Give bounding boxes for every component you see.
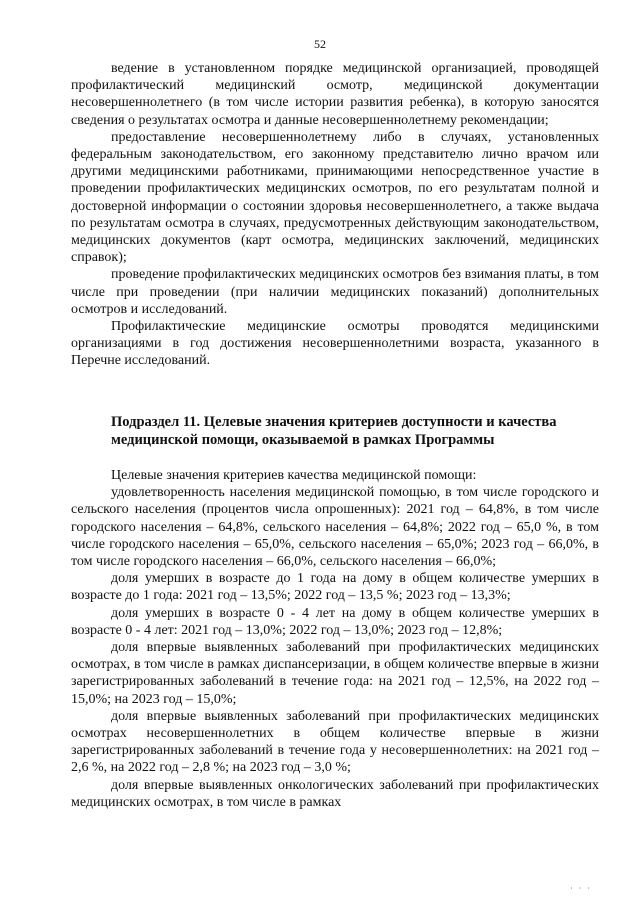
page-number: 52 (314, 37, 326, 51)
heading-line-2: медицинской помощи, оказываемой в рамках Программы (111, 432, 495, 448)
paragraph: доля впервые выявленных заболеваний при профилактических медицинских осмотрах, в том числе в рамках диспансеризации, в общем количестве впервые в жизни зарегистрированных заболеваний в течение года: на 2021 год – 12,5%, на 2022 год – 15,0%; на 2023 год – 15,0%; (71, 640, 599, 707)
paragraph: Целевые значения критериев качества медицинской помощи: (111, 468, 477, 483)
paragraph: доля впервые выявленных онкологических заболеваний при профилактических медицинских осмотрах, в том числе в рамках (71, 777, 599, 810)
paragraph: Профилактические медицинские осмотры проводятся медицинскими организациями в год достижения несовершеннолетними возраста, указанного в Перечне исследований. (71, 319, 599, 369)
paragraph: ведение в установленном порядке медицинской организацией, проводящей профилактический медицинский осмотр, медицинской документации несовершеннолетнего (в том числе истории развития ребенка), в которую заносятся сведения о результатах осмотра и данные несовершеннолетнему рекомендации; (71, 61, 599, 128)
scan-artifact-mark: · · · (570, 883, 592, 893)
paragraph: удовлетворенность населения медицинской помощью, в том числе городского и сельского населения (процентов числа опрошенных): 2021 год – 64,8%, в том числе городского населения – 64,8%, сельского населения – 64,8%; 2022 год – 65,0 %, в том числе городского населения – 65,0%, сельского населения – 65,0%; 2023 год – 66,0%, в том числе городского населения – 66,0%, сельского населения – 66,0%; (71, 485, 599, 570)
paragraph: предоставление несовершеннолетнему либо в случаях, установленных федеральным законодательством, его законному представителю лично врачом или другими медицинскими работниками, принимающими непосредственное участие в проведении профилактических медицинских осмотров, по его результатам полной и достоверной информации о состоянии здоровья несовершеннолетнего, а также выдача по результатам осмотра в случаях, предусмотренных действующим законодательством, медицинских документов (карт осмотра, медицинских заключений, медицинских справок); (71, 129, 599, 266)
paragraph: доля умерших в возрасте 0 - 4 лет на дому в общем количестве умерших в возрасте 0 - 4 лет: 2021 год – 13,0%; 2022 год – 13,0%; 2023 год – 12,8%; (71, 605, 599, 638)
section-text-top (71, 60, 599, 370)
section-text-bottom (71, 467, 599, 811)
heading-line-1: Подраздел 11. Целевые значения критериев доступности и качества (111, 414, 557, 430)
paragraph: доля впервые выявленных заболеваний при профилактических медицинских осмотрах несовершеннолетних в общем количестве впервые в жизни зарегистрированных заболеваний в течение года у несовершеннолетних: на 2021 год – 2,6 %, на 2022 год – 2,8 %; на 2023 год – 3,0 %; (71, 708, 599, 776)
paragraph: доля умерших в возрасте до 1 года на дому в общем количестве умерших в возрасте до 1 года: 2021 год – 13,5%; 2022 год – 13,5 %; 2023 год – 13,3%; (71, 571, 599, 604)
paragraph: проведение профилактических медицинских осмотров без взимания платы, в том числе при проведении (при наличии медицинских показаний) дополнительных осмотров и исследований. (71, 267, 599, 317)
subsection-heading (71, 413, 599, 449)
